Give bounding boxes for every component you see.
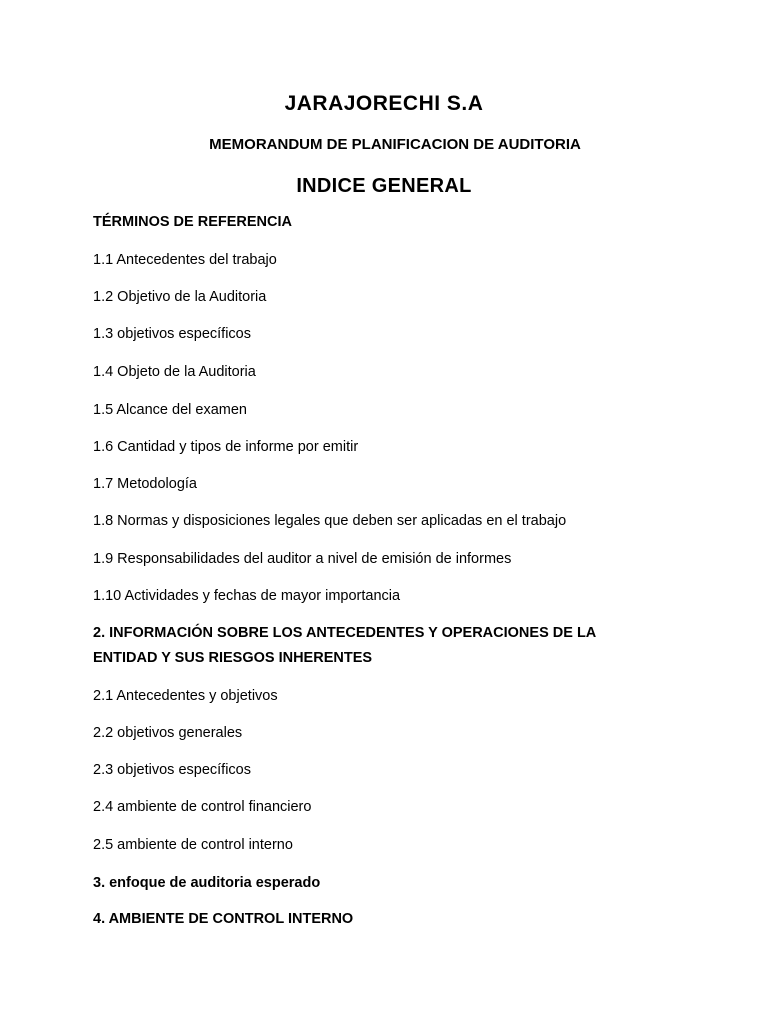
toc-item: 1.4 Objeto de la Auditoria: [93, 364, 256, 380]
toc-item: 1.1 Antecedentes del trabajo: [93, 252, 277, 268]
toc-item: 1.10 Actividades y fechas de mayor importancia: [93, 588, 401, 604]
section-heading-information: 2. INFORMACIÓN SOBRE LOS ANTECEDENTES Y OPERACIONES DE LA ENTIDAD Y SUS RIESGOS INHERENTES: [93, 625, 596, 666]
toc-item: 2.1 Antecedentes y objetivos: [93, 688, 278, 704]
section-heading-internal-control: 4. AMBIENTE DE CONTROL INTERNO: [93, 911, 354, 927]
toc-item: 1.7 Metodología: [93, 476, 197, 492]
toc-item: 2.4 ambiente de control financiero: [93, 799, 312, 815]
index-title: INDICE GENERAL: [296, 175, 472, 197]
document-subtitle: MEMORANDUM DE PLANIFICACION DE AUDITORIA: [209, 136, 581, 153]
section-heading-approach: 3. enfoque de auditoria esperado: [93, 875, 321, 891]
toc-item: 1.2 Objetivo de la Auditoria: [93, 289, 267, 305]
toc-item: 1.9 Responsabilidades del auditor a nivel de emisión de informes: [93, 551, 512, 567]
section-heading-terms: TÉRMINOS DE REFERENCIA: [93, 214, 292, 230]
toc-item: 2.5 ambiente de control interno: [93, 837, 293, 853]
toc-item: 1.3 objetivos específicos: [93, 326, 251, 342]
company-name: JARAJORECHI S.A: [284, 92, 484, 115]
toc-item: 1.6 Cantidad y tipos de informe por emitir: [93, 439, 359, 455]
toc-item: 2.3 objetivos específicos: [93, 762, 251, 778]
toc-item: 2.2 objetivos generales: [93, 725, 243, 741]
toc-item: 1.8 Normas y disposiciones legales que deben ser aplicadas en el trabajo: [93, 513, 567, 529]
toc-item: 1.5 Alcance del examen: [93, 402, 247, 418]
